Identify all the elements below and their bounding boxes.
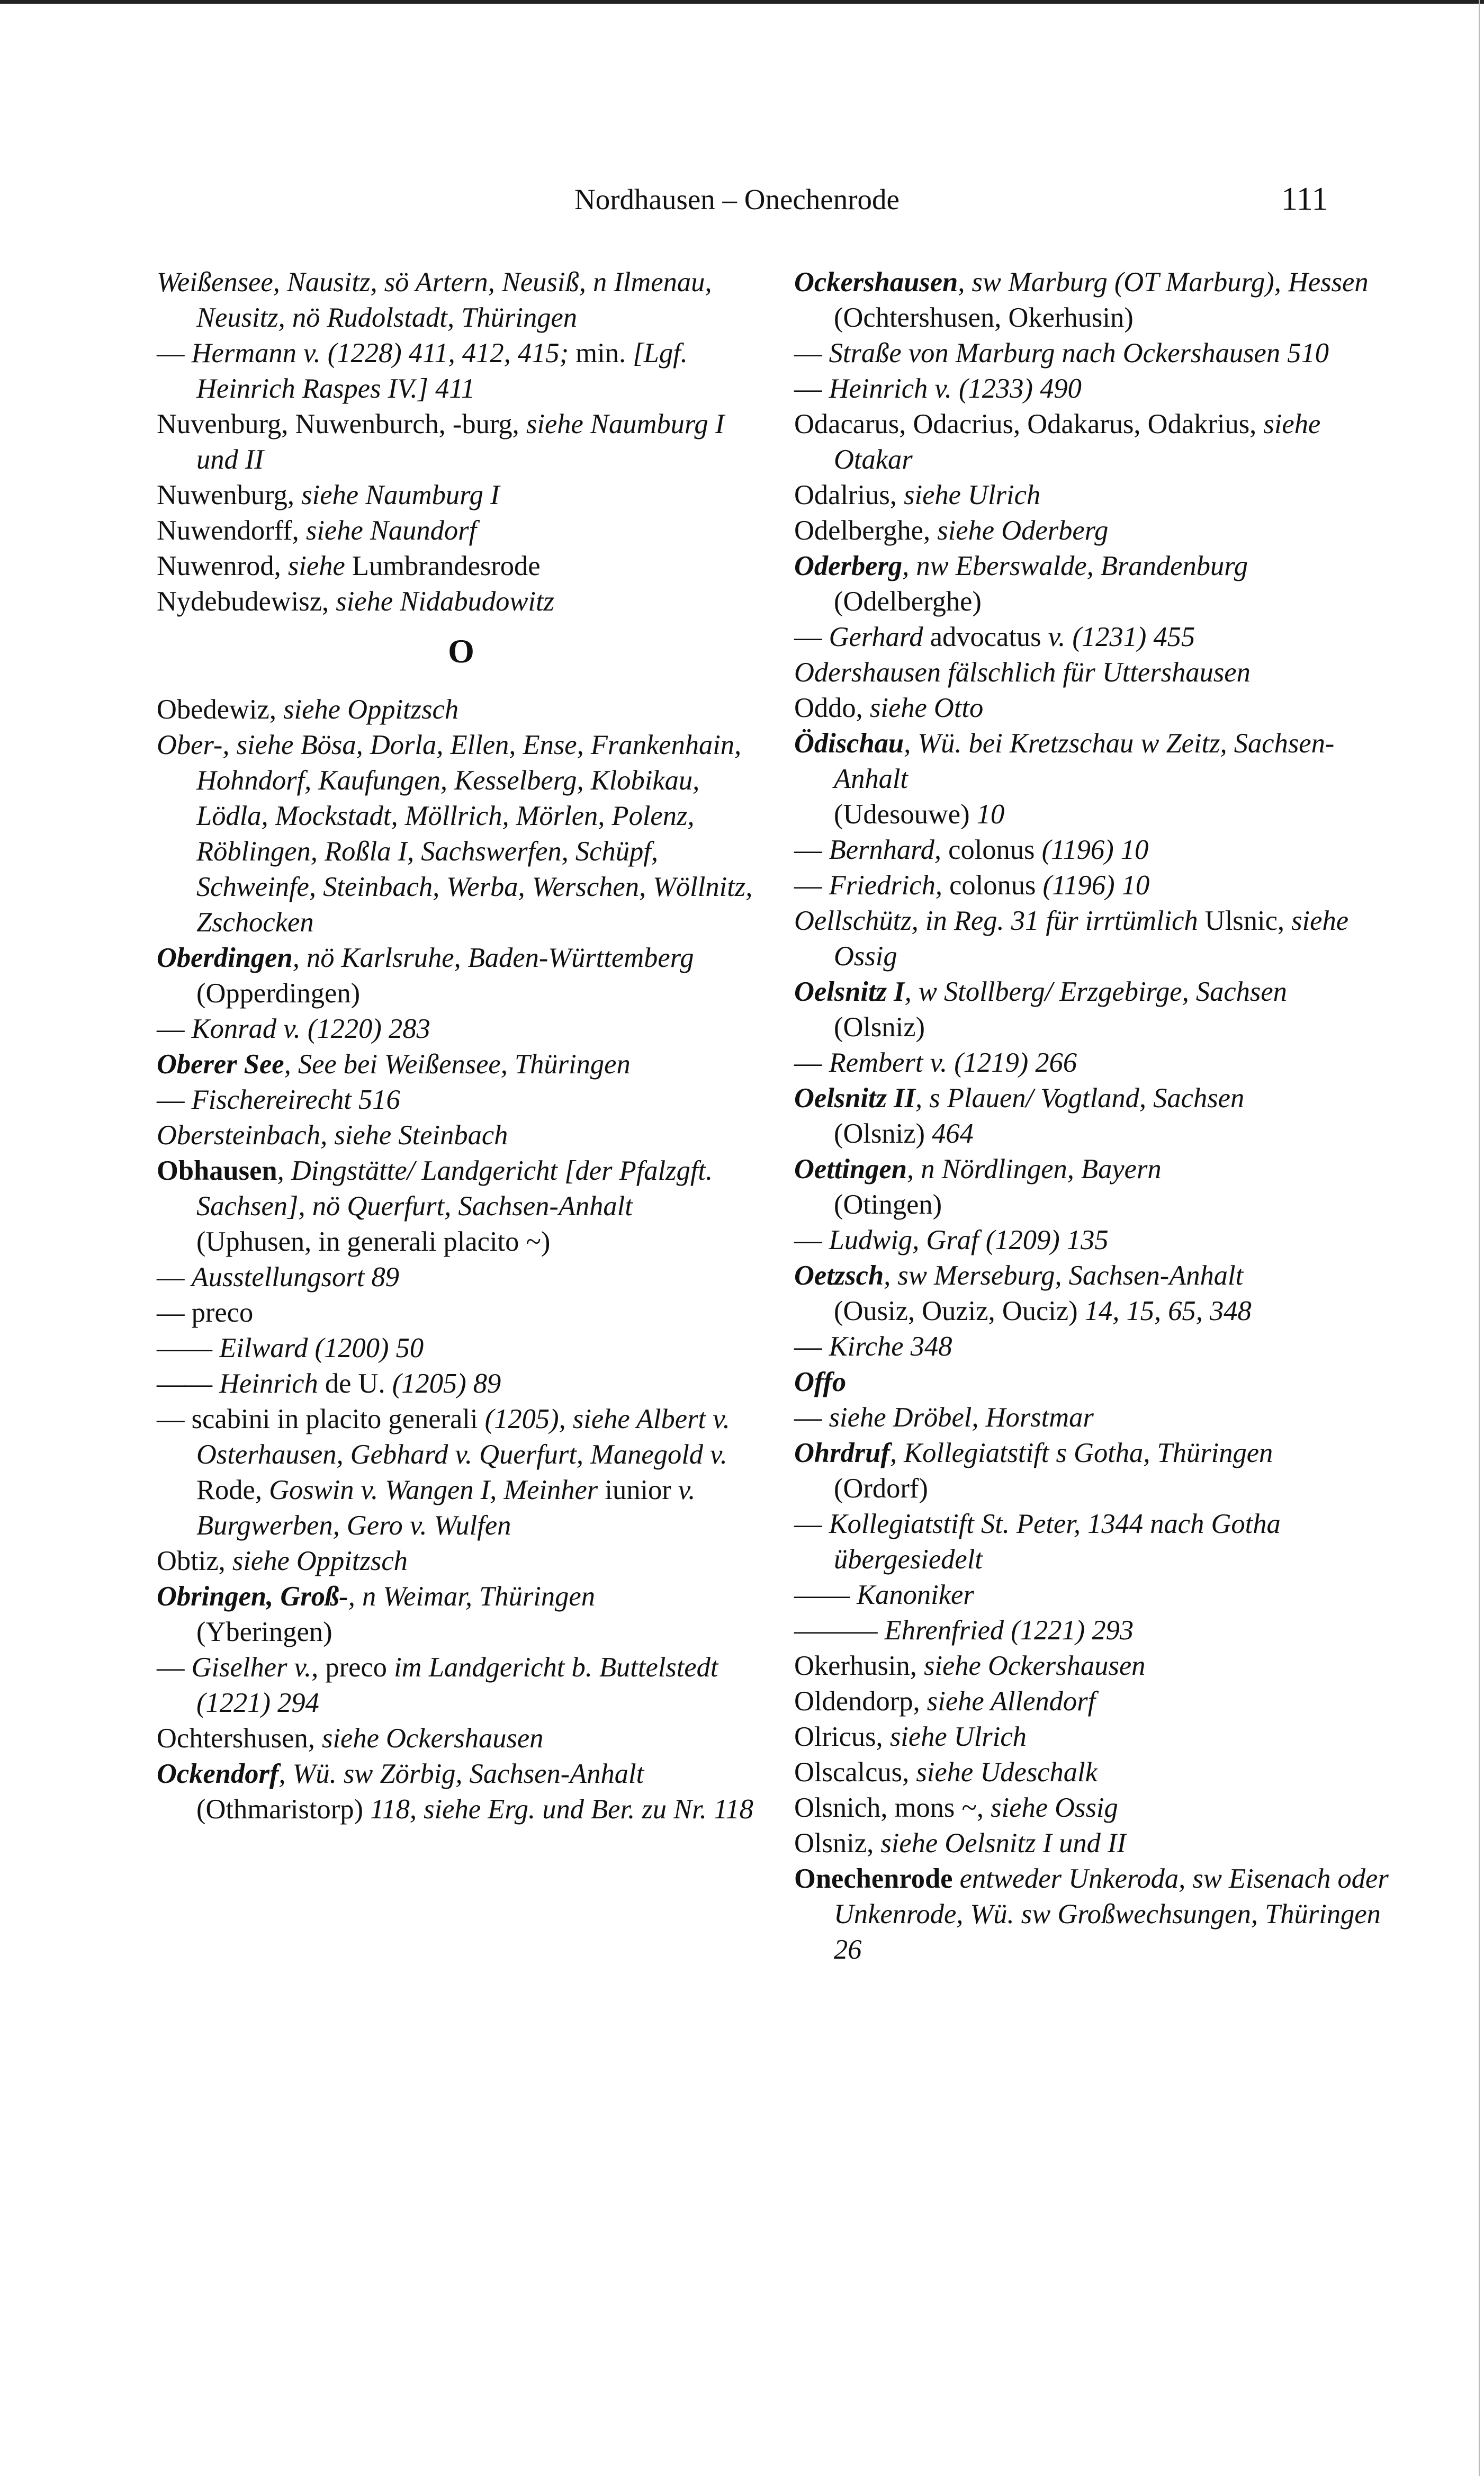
index-entry (794, 1506, 1403, 1577)
entry-text-run: (1196) 10 (1042, 870, 1150, 901)
index-entry (794, 1081, 1403, 1116)
entry-text-run: Oetzsch (794, 1260, 884, 1291)
index-entry (157, 1224, 766, 1260)
page-header (0, 183, 1484, 225)
entry-text-run: colonus (941, 835, 1042, 865)
entry-text-run: , sw Merseburg, Sachsen-Anhalt (884, 1260, 1244, 1291)
entry-text-run: — (157, 338, 192, 369)
entry-text-run: — (794, 1225, 829, 1255)
entry-text-run: Oelsnitz I (794, 976, 905, 1007)
entry-text-run: 14, 15, 65, 348 (1084, 1296, 1252, 1326)
index-entry (157, 1614, 766, 1650)
entry-text-run: Obhausen (157, 1155, 277, 1186)
entry-text-run: (Odelberghe) (834, 586, 982, 617)
entry-text-run: Eilward (1200) 50 (219, 1333, 424, 1363)
entry-text-run: (Ordorf) (834, 1473, 928, 1504)
index-entry (794, 1294, 1403, 1329)
entry-text-run: Hermann v. (1228) 411, 412, 415; (191, 338, 569, 369)
entry-text-run: Ludwig, Graf (1209) 135 (829, 1225, 1109, 1255)
index-entry (794, 726, 1403, 797)
index-entry (157, 265, 766, 336)
entry-text-run: (1196) 10 (1041, 835, 1149, 865)
right-border (1479, 0, 1480, 2476)
entry-text-run: siehe Ockershausen (322, 1723, 544, 1754)
index-entry (794, 584, 1403, 620)
entry-text-run: siehe (287, 551, 345, 581)
entry-text-run: Ohrdruf (794, 1438, 890, 1468)
entry-text-run: — (794, 1047, 829, 1078)
index-entry (157, 336, 766, 407)
entry-text-run: , Dingstätte/ Landgericht [der Pfalzgft. Sachsen], nö Querfurt, Sachsen-Anhalt (196, 1155, 713, 1222)
index-entry (157, 1295, 766, 1331)
entry-text-run: siehe Naundorf (305, 515, 477, 546)
entry-text-run: — (794, 870, 829, 901)
index-entry (794, 1436, 1403, 1471)
entry-text-run: Goswin v. Wangen I, Meinher (269, 1475, 598, 1505)
entry-text-run: Oderberg (794, 551, 903, 581)
entry-text-run: — (794, 835, 829, 865)
index-entry (794, 655, 1403, 690)
index-entry (794, 336, 1403, 371)
entry-text-run: (Othmaristorp) (196, 1794, 371, 1825)
index-entry (794, 1577, 1403, 1613)
entry-text-run: — scabini in placito generali (157, 1404, 485, 1434)
entry-text-run: Nuwenrod, (157, 551, 288, 581)
index-entry (794, 1152, 1403, 1187)
entry-text-run: Friedrich, (829, 870, 942, 901)
entry-text-run: (Ochtershusen, Okerhusin) (834, 302, 1134, 333)
entry-text-run: Ehrenfried (1221) 293 (884, 1615, 1134, 1646)
index-entry (794, 478, 1403, 513)
page-number: 111 (1281, 181, 1328, 217)
index-entry (157, 1260, 766, 1295)
index-entry (794, 407, 1403, 478)
right-column (794, 265, 1403, 1968)
index-entry (794, 903, 1403, 974)
entry-text-run: — (794, 338, 829, 369)
entry-text-run: siehe Ulrich (889, 1721, 1027, 1752)
index-entry (157, 1118, 766, 1153)
running-title: Nordhausen – Onechenrode (574, 183, 900, 216)
entry-text-run: siehe Oppitzsch (283, 694, 459, 725)
entry-text-run: de U. (318, 1368, 392, 1399)
index-entry (157, 1402, 766, 1544)
entry-text-run: Nuwendorff, (157, 515, 306, 546)
index-entry (157, 407, 766, 478)
entry-text-run: , See bei Weißensee, Thüringen (284, 1049, 631, 1080)
entry-text-run: Ober-, siehe Bösa, Dorla, Ellen, Ense, Frankenhain, Hohndorf, Kaufungen, Kesselberg, Klobikau, Lödla, Mockstadt, Möllrich, Mörlen, Polenz, Röblingen, Roßla I, Sachswerfen, Schüpf, Schweinfe, Steinbach, Werba, Werschen, Wöllnitz, Zschocken (157, 730, 753, 938)
index-entry (157, 1756, 766, 1792)
index-entry (794, 1719, 1403, 1755)
entry-text-run: — (794, 1509, 829, 1539)
entry-text-run: Okerhusin, (794, 1650, 924, 1681)
entry-text-run: (Ousiz, Ouziz, Ouciz) (834, 1296, 1085, 1326)
index-entry (794, 1684, 1403, 1719)
entry-text-run: —— (157, 1368, 220, 1399)
entry-text-run: siehe Oppitzsch (232, 1546, 408, 1576)
entry-text-run: Rode, (196, 1475, 269, 1505)
entry-text-run: , Wü. bei Kretzschau w Zeitz, Sachsen-Anhalt (834, 728, 1335, 794)
index-entry (794, 1258, 1403, 1294)
entry-text-run: — (157, 1013, 192, 1044)
entry-text-run: siehe Nidabudowitz (336, 586, 554, 617)
entry-text-run: [Lgf. Heinrich Raspes IV.] 411 (196, 338, 688, 404)
entry-text-run: Nuwenburg, (157, 480, 302, 510)
entry-text-run: siehe Ockershausen (923, 1650, 1146, 1681)
entry-text-run: Kirche 348 (829, 1331, 952, 1362)
entry-text-run: , sw Marburg (OT Marburg), Hessen (958, 267, 1369, 298)
index-entry (794, 1010, 1403, 1045)
entry-text-run: (1205) 89 (392, 1368, 501, 1399)
entry-text-run: Odelberghe, (794, 515, 938, 546)
entry-text-run: — (157, 1262, 192, 1293)
entry-text-run: Odalrius, (794, 480, 904, 510)
entry-text-run: Gerhard (829, 622, 923, 652)
entry-text-run: —— (794, 1580, 857, 1610)
index-entry (157, 940, 766, 976)
entry-text-run: Odacarus, Odacrius, Odakarus, Odakrius, (794, 409, 1264, 439)
entry-text-run: siehe Allendorf (927, 1686, 1096, 1717)
index-entry (794, 1365, 1403, 1400)
index-entry (794, 1471, 1403, 1506)
index-entry (794, 300, 1403, 336)
index-entry (794, 1613, 1403, 1648)
entry-text-run: (Olsniz) (834, 1012, 925, 1043)
index-entry (794, 1045, 1403, 1081)
section-letter-heading: O (448, 632, 474, 670)
entry-text-run: Obersteinbach, siehe Steinbach (157, 1120, 508, 1151)
entry-text-run: Heinrich v. (1233) 490 (829, 373, 1082, 404)
index-entry (794, 690, 1403, 726)
entry-text-run: — preco (157, 1297, 254, 1328)
entry-text-run: Olsniz, (794, 1828, 881, 1859)
index-entry (157, 1792, 766, 1827)
index-entry (794, 1826, 1403, 1861)
entry-text-run: Olsnich, mons ~, (794, 1792, 991, 1823)
entry-text-run: advocatus (923, 622, 1048, 652)
index-entry (794, 1223, 1403, 1258)
entry-text-run: Oldendorp, (794, 1686, 927, 1717)
entry-text-run: Obringen, Groß- (157, 1581, 348, 1612)
entry-text-run: (Yberingen) (196, 1617, 332, 1647)
index-entry (157, 549, 766, 584)
entry-text-run: Obedewiz, (157, 694, 284, 725)
entry-text-run: siehe Ossig (834, 905, 1348, 972)
entry-text-run: , nw Eberswalde, Brandenburg (902, 551, 1248, 581)
entry-text-run: Fischereirecht 516 (191, 1084, 400, 1115)
entry-text-run: Ulsnic, (1198, 905, 1292, 936)
index-entry (157, 584, 766, 620)
entry-text-run: Nydebudewisz, (157, 586, 336, 617)
index-entry (794, 1400, 1403, 1436)
entry-text-run: colonus (942, 870, 1043, 901)
entry-text-run: Obtiz, (157, 1546, 232, 1576)
entry-text-run: min. (569, 338, 633, 369)
entry-text-run: Straße von Marburg nach Ockershausen 510 (829, 338, 1329, 369)
index-entry (157, 1011, 766, 1047)
entry-text-run: v. (1231) 455 (1048, 622, 1195, 652)
entry-text-run: 464 (932, 1118, 974, 1149)
entry-text-run: im Landgericht b. Buttelstedt (1221) 294 (196, 1652, 718, 1718)
entry-text-run: — (157, 1652, 192, 1683)
entry-text-run: , w Stollberg/ Erzgebirge, Sachsen (904, 976, 1287, 1007)
entry-text-run: siehe Naumburg I und II (196, 409, 725, 475)
entry-text-run: Bernhard, (829, 835, 942, 865)
index-entry (794, 868, 1403, 903)
entry-text-run: — (794, 373, 829, 404)
entry-text-run: — (794, 622, 829, 652)
entry-text-run: — (157, 1084, 192, 1115)
entry-text-run: —— (157, 1333, 220, 1363)
entry-text-run: siehe Udeschalk (916, 1757, 1098, 1788)
entry-text-run: — (794, 1331, 829, 1362)
entry-text-run: siehe Oelsnitz I und II (880, 1828, 1126, 1859)
index-entry (157, 478, 766, 513)
entry-text-run: siehe Otakar (834, 409, 1321, 475)
entry-text-run: siehe Oderberg (937, 515, 1109, 546)
entry-text-run: entweder Unkeroda, sw Eisenach oder Unkenrode, Wü. sw Großwechsungen, Thüringen 26 (834, 1863, 1389, 1965)
index-entry (794, 797, 1403, 832)
top-border (0, 0, 1484, 4)
entry-text-run: siehe Dröbel, Horstmar (829, 1402, 1094, 1433)
entry-text-run: iunior (598, 1475, 678, 1505)
entry-text-run: , s Plauen/ Vogtland, Sachsen (915, 1083, 1245, 1114)
entry-text-run: (Uphusen, in generali placito ~) (196, 1226, 551, 1257)
index-entry (157, 1544, 766, 1579)
index-entry (157, 1366, 766, 1402)
entry-text-run: Offo (794, 1367, 847, 1397)
index-entry (794, 1648, 1403, 1684)
entry-text-run: — (794, 1402, 829, 1433)
index-entry (794, 620, 1403, 655)
entry-text-run: , preco (311, 1652, 394, 1683)
entry-text-run: Oellschütz, in Reg. 31 für irrtümlich (794, 905, 1198, 936)
entry-text-run: Kollegiatstift St. Peter, 1344 nach Gotha übergesiedelt (829, 1509, 1281, 1575)
left-column (157, 265, 766, 1827)
entry-text-run: , Kollegiatstift s Gotha, Thüringen (889, 1438, 1273, 1468)
entry-text-run: Ödischau (794, 728, 904, 759)
entry-text-run: Heinrich (219, 1368, 318, 1399)
index-entry (157, 1721, 766, 1756)
entry-text-run: Nuvenburg, Nuwenburch, -burg, (157, 409, 526, 439)
entry-text-run: Olscalcus, (794, 1757, 916, 1788)
index-entry (794, 371, 1403, 407)
entry-text-run: Onechenrode (794, 1863, 953, 1894)
entry-text-run: Oberer See (157, 1049, 284, 1080)
entry-text-run: Oettingen (794, 1154, 907, 1185)
index-entry (794, 832, 1403, 868)
entry-text-run: v. Burgwerben, Gero v. Wulfen (196, 1475, 696, 1541)
entry-text-run: ——— (794, 1615, 885, 1646)
index-entry (794, 974, 1403, 1010)
index-entry (794, 1861, 1403, 1968)
index-entry (157, 728, 766, 940)
entry-text-run: siehe Ossig (991, 1792, 1118, 1823)
index-entry (157, 1650, 766, 1721)
index-entry (794, 513, 1403, 549)
entry-text-run: siehe Ulrich (904, 480, 1041, 510)
entry-text-run: Giselher v. (191, 1652, 312, 1683)
entry-text-run: (Otingen) (834, 1189, 942, 1220)
entry-text-run: Oelsnitz II (794, 1083, 916, 1114)
index-entry (157, 1579, 766, 1614)
index-entry (794, 1329, 1403, 1365)
entry-text-run: , Wü. sw Zörbig, Sachsen-Anhalt (278, 1759, 644, 1789)
index-entry (794, 1116, 1403, 1152)
entry-text-run: Konrad v. (1220) 283 (191, 1013, 430, 1044)
entry-text-run: siehe Otto (869, 693, 984, 723)
index-entry (157, 1082, 766, 1118)
entry-text-run: (Udesouwe) (834, 799, 977, 830)
index-entry (794, 265, 1403, 300)
entry-text-run: Ochtershusen, (157, 1723, 322, 1754)
index-entry (794, 1755, 1403, 1790)
entry-text-run: Ockendorf (157, 1759, 279, 1789)
index-entry (157, 1047, 766, 1082)
entry-text-run: Weißensee, Nausitz, sö Artern, Neusiß, n Ilmenau, Neusitz, nö Rudolstadt, Thüringen (157, 267, 712, 333)
index-entry (794, 1790, 1403, 1826)
entry-text-run: Oberdingen (157, 943, 293, 973)
entry-text-run: Oddo, (794, 693, 870, 723)
index-entry (157, 976, 766, 1011)
entry-text-run: 10 (976, 799, 1005, 830)
entry-text-run: Odershausen fälschlich für Uttershausen (794, 657, 1251, 688)
entry-text-run: Kanoniker (857, 1580, 974, 1610)
entry-text-run: siehe Naumburg I (301, 480, 500, 510)
entry-text-run: Ausstellungsort 89 (191, 1262, 399, 1293)
index-entry (157, 1331, 766, 1366)
index-entry (794, 1187, 1403, 1223)
entry-text-run: , n Weimar, Thüringen (348, 1581, 595, 1612)
index-entry (157, 692, 766, 728)
entry-text-run: Olricus, (794, 1721, 890, 1752)
entry-text-run: , n Nördlingen, Bayern (906, 1154, 1162, 1185)
entry-text-run: (1205), siehe Albert v. Osterhausen, Gebhard v. Querfurt, Manegold v. (196, 1404, 730, 1470)
entry-text-run: Ockershausen (794, 267, 958, 298)
entry-text-run: (Olsniz) (834, 1118, 932, 1149)
entry-text-run: , nö Karlsruhe, Baden-Württemberg (292, 943, 694, 973)
entry-text-run: Lumbrandesrode (345, 551, 541, 581)
index-entry (157, 1153, 766, 1224)
index-entry (157, 513, 766, 549)
entry-text-run: 118, siehe Erg. und Ber. zu Nr. 118 (370, 1794, 753, 1825)
entry-text-run: Rembert v. (1219) 266 (829, 1047, 1077, 1078)
index-entry (794, 549, 1403, 584)
entry-text-run: (Opperdingen) (196, 978, 361, 1009)
